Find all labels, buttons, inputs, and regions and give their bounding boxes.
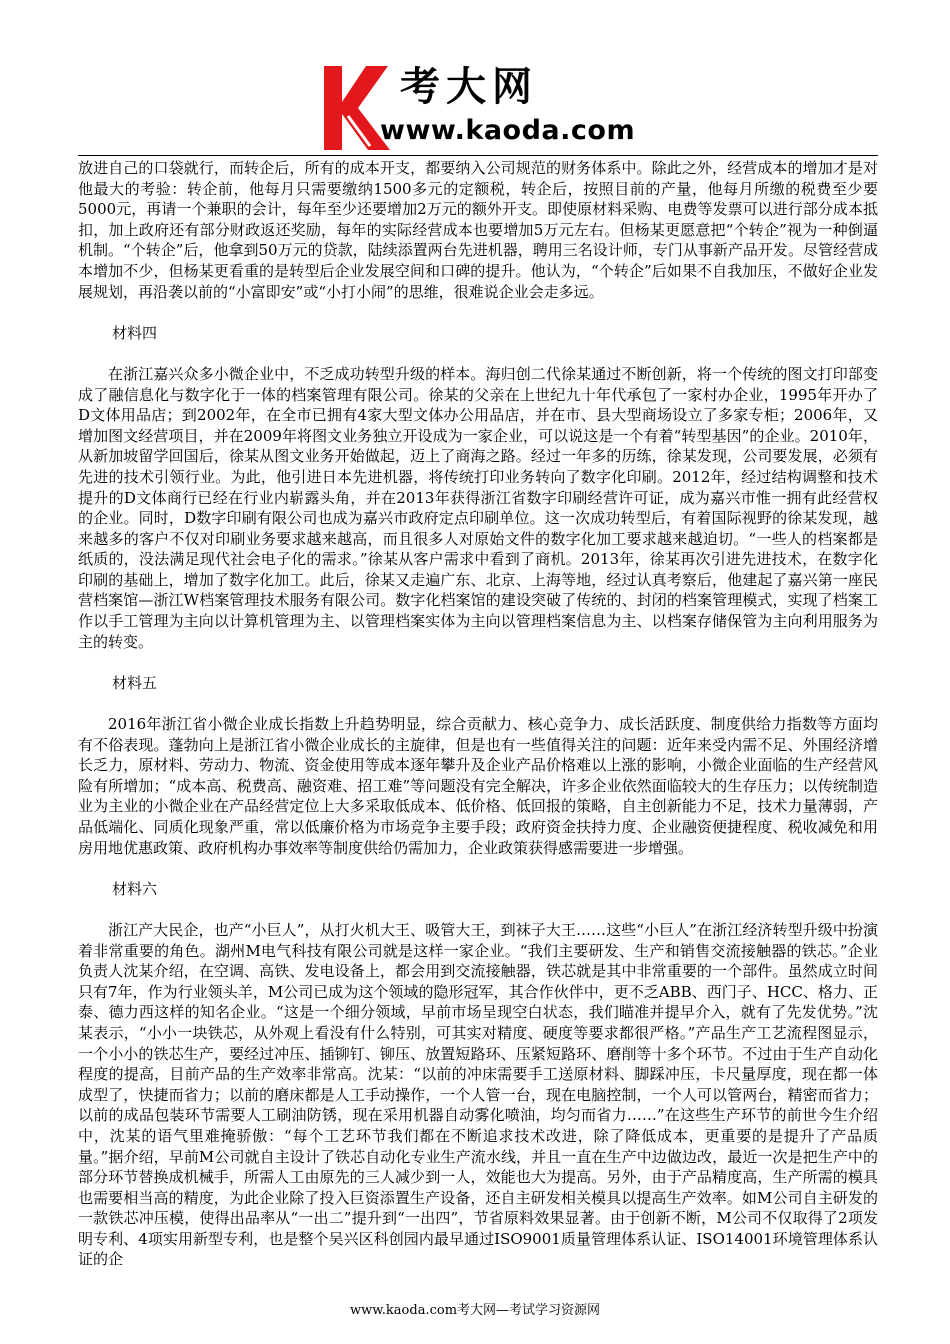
header-rule [78,155,878,156]
paragraph-material-4: 在浙江嘉兴众多小微企业中，不乏成功转型升级的样本。海归创二代徐某通过不断创新，将一个传统的图文打印部变成了融信息化与数字化于一体的档案管理有限公司。徐某的父亲在上世纪九十年代承包了一家村办企业，1995年开办了D文体用品店；到2002年，在全市已拥有4家大型文体办公用品店，并在市、县大型商场设立了多家专柜；2006年，又增加图文经营项目，并在2009年将图文业务独立开设成为一家企业，可以说这是一个有着“转型基因”的企业。2010年，从新加坡留学回国后，徐某从图文业务开始做起，迈上了商海之路。经过一年多的历练，徐某发现，公司要发展，必须有先进的技术引领行业。为此，他引进日本先进机器，将传统打印业务转向了数字化印刷。2012年，经过结构调整和技术提升的D文体商行已经在行业内崭露头角，并在2013年获得浙江省数字印刷经营许可证，成为嘉兴市惟一拥有此经营权的企业。同时，D数字印刷有限公司也成为嘉兴市政府定点印刷单位。这一次成功转型后，有着国际视野的徐某发现，越来越多的客户不仅对印刷业务要求越来越高，而且很多人对原始文件的数字化加工要求越来越迫切。“一些人的档案都是纸质的，没法满足现代社会电子化的需求。”徐某从客户需求中看到了商机。2013年，徐某再次引进先进技术，在数字化印刷的基础上，增加了数字化加工。此后，徐某又走遍广东、北京、上海等地，经过认真考察后，他建起了嘉兴第一座民营档案馆—浙江W档案管理技术服务有限公司。数字化档案馆的建设突破了传统的、封闭的档案管理模式，实现了档案工作以手工管理为主向以计算机管理为主、以管理档案实体为主向以管理档案信息为主、以档案存储保管为主向利用服务为主的转变。 [78,364,878,651]
section-heading-material-5: 材料五 [112,673,158,692]
paragraph-continued: 放进自己的口袋就行，而转企后，所有的成本开支，都要纳入公司规范的财务体系中。除此之外，经营成本的增加才是对他最大的考验：转企前，他每月只需要缴纳1500多元的定额税，转企后，按照目前的产量，他每月所缴的税费至少要5000元，再请一个兼职的会计，每年至少还要增加2万元的额外开支。即使原材料采购、电费等发票可以进行部分成本抵扣，加上政府还有部分财政返还奖励，每年的实际经营成本也要增加5万元左右。但杨某更愿意把“个转企”视为一种倒逼机制。“个转企”后，他拿到50万元的贷款，陆续添置两台先进机器，聘用三名设计师，专门从事新产品开发。尽管经营成本增加不少，但杨某更看重的是转型后企业发展空间和口碑的提升。他认为，“个转企”后如果不自我加压，不做好企业发展规划，再沿袭以前的“小富即安”或“小打小闹”的思维，很难说企业会走多远。 [78,159,878,301]
spacer [78,652,878,673]
page-header [0,0,950,158]
spacer [78,858,878,879]
logo-url: www.kaoda.com [380,115,636,146]
page-footer[interactable]: www.kaoda.com考大网—考试学习资源网 [349,1303,601,1318]
section-heading-material-6: 材料六 [112,879,158,898]
spacer [78,343,878,364]
paragraph-material-6: 浙江产大民企，也产“小巨人”，从打火机大王、吸管大王，到袜子大王……这些“小巨人”在浙江经济转型升级中扮演着非常重要的角色。湖州M电气科技有限公司就是这样一家企业。“我们主要研发、生产和销售交流接触器的铁芯。”企业负责人沈某介绍，在空调、高铁、发电设备上，都会用到交流接触器，铁芯就是其中非常重要的一个部件。虽然成立时间只有7年，作为行业领头羊，M公司已成为这个领域的隐形冠军，其合作伙伴中，更不乏ABB、西门子、HCC、格力、正泰、德力西这样的知名企业。“这是一个细分领域，早前市场呈现空白状态，我们瞄准并提早介入，就有了先发优势。”沈某表示，“小小一块铁芯，从外观上看没有什么特别，可其实对精度、硬度等要求都很严格。”产品生产工艺流程图显示，一个小小的铁芯生产，要经过冲压、插铆钉、铆压、放置短路环、压紧短路环、磨削等十多个环节。不过由于生产自动化程度的提高，目前产品的生产效率非常高。沈某：“以前的冲床需要手工送原材料、脚踩冲压，卡尺量厚度，现在都一体成型了，快捷而省力；以前的磨床都是人工手动操作，一个人管一台，现在电脑控制，一个人可以管两台，精密而省力；以前的成品包装环节需要人工刷油防锈，现在采用机器自动雾化喷油，均匀而省力……”在这些生产环节的前世今生介绍中，沈某的语气里难掩骄傲：“每个工艺环节我们都在不断追求技术改进，除了降低成本，更重要的是提升了产品质量。”据介绍，早前M公司就自主设计了铁芯自动化专业生产流水线，并且一直在生产中边做边改，最近一次是把生产中的部分环节替换成机械手，所需人工由原先的三人减少到一人，效能也大为提高。另外，由于产品精度高，生产所需的模具也需要相当高的精度，为此企业除了投入巨资添置生产设备，还自主研发相关模具以提高生产效率。如M公司自主研发的一款铁芯冲压模，使得出品率从“一出二”提升到“一出四”，节省原料效果显著。由于创新不断，M公司不仅取得了2项发明专利、4项实用新型专利，也是整个吴兴区科创园内最早通过ISO9001质量管理体系认证、ISO14001环境管理体系认证的企 [78,920,878,1269]
spacer [78,302,878,323]
logo-title: 考大网 [400,64,538,110]
spacer [78,693,878,714]
spacer [78,899,878,920]
section-heading-material-4: 材料四 [112,323,158,342]
kaoda-logo[interactable] [318,62,648,154]
paragraph-material-5: 2016年浙江省小微企业成长指数上升趋势明显，综合贡献力、核心竞争力、成长活跃度、制度供给力指数等方面均有不俗表现。蓬勃向上是浙江省小微企业成长的主旋律，但是也有一些值得关注的问题：近年来受内需不足、外围经济增长乏力，原材料、劳动力、物流、资金使用等成本逐年攀升及企业产品价格难以上涨的影响，小微企业面临的生产经营风险有所增加；“成本高、税费高、融资难、招工难”等问题没有完全解决，许多企业依然面临较大的生存压力；以传统制造业为主业的小微企业在产品经营定位上大多采取低成本、低价格、低回报的策略，自主创新能力不足，技术力量薄弱，产品低端化、同质化现象严重，常以低廉价格为市场竞争主要手段；政府资金扶持力度、企业融资便捷程度、税收减免和用房用地优惠政策、政府机构办事效率等制度供给仍需加力，企业政策获得感需要进一步增强。 [78,715,878,857]
document-body [78,158,878,1270]
